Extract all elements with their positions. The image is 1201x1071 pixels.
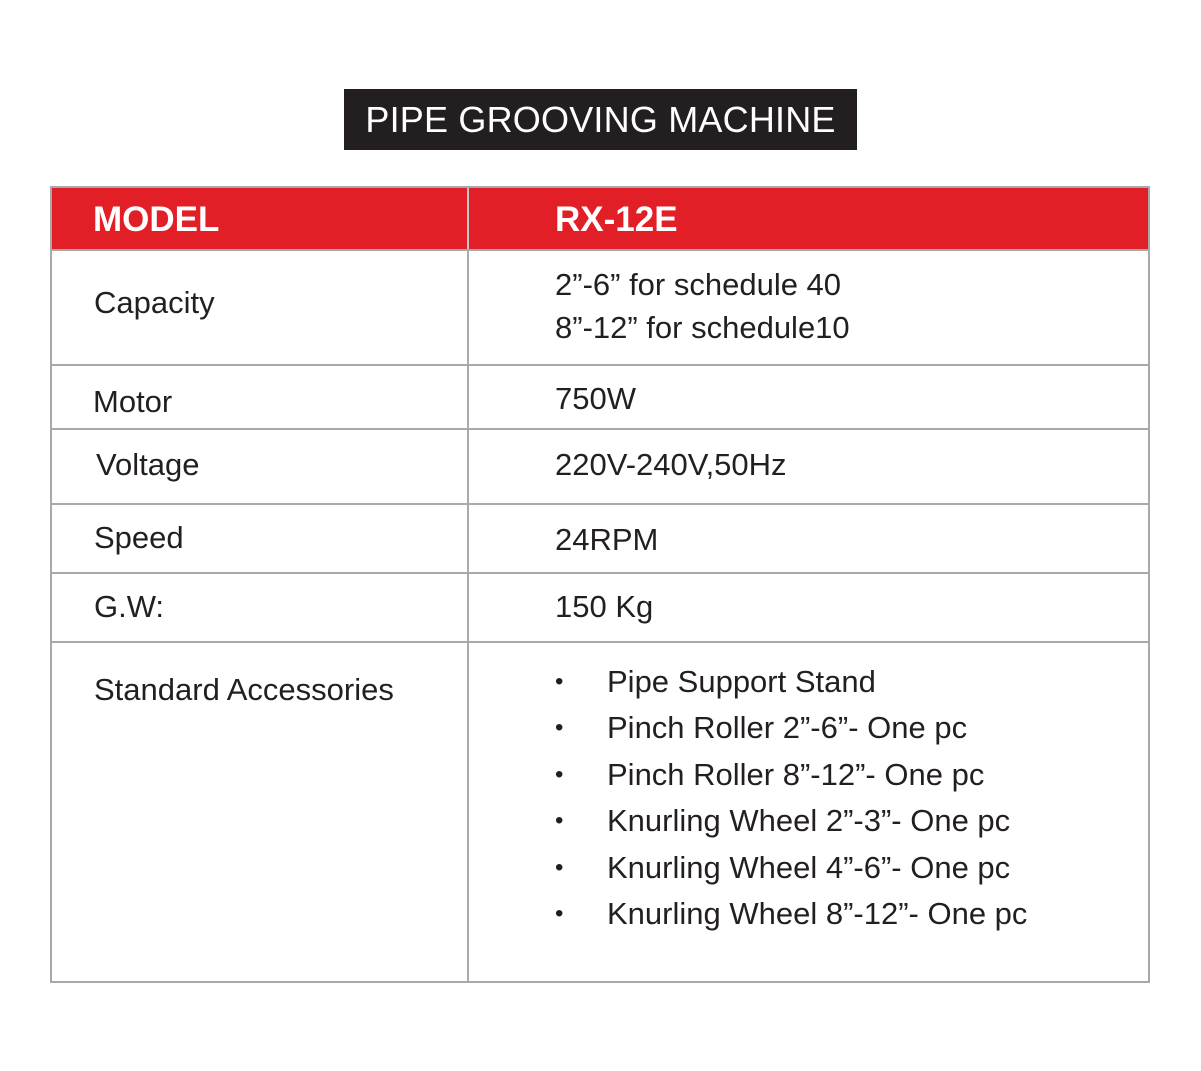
column-divider bbox=[467, 366, 469, 428]
table-row-speed bbox=[52, 505, 1148, 574]
bullet: • bbox=[555, 668, 564, 695]
accessory-text: Pipe Support Stand bbox=[607, 664, 876, 699]
bullet: • bbox=[555, 714, 564, 742]
gw-value: 150 Kg bbox=[555, 589, 654, 624]
capacity-label: Capacity bbox=[94, 285, 215, 320]
accessory-text: Knurling Wheel 4”-6”- One pc bbox=[607, 849, 1011, 885]
column-divider bbox=[467, 643, 469, 981]
accessory-text: Pinch Roller 8”-12”- One pc bbox=[607, 756, 985, 792]
voltage-value: 220V-240V,50Hz bbox=[555, 447, 787, 482]
speed-label: Speed bbox=[94, 520, 184, 555]
page-title: PIPE GROOVING MACHINE bbox=[344, 89, 857, 150]
table-header-row bbox=[52, 188, 1148, 251]
accessory-text: Knurling Wheel 8”-12”- One pc bbox=[607, 895, 1028, 931]
accessory-text: Knurling Wheel 2”-3”- One pc bbox=[607, 803, 1011, 839]
bullet: • bbox=[555, 899, 564, 927]
bullet: • bbox=[555, 807, 564, 835]
column-divider bbox=[467, 430, 469, 503]
table-row-voltage bbox=[52, 430, 1148, 505]
model-header-label: MODEL bbox=[93, 200, 220, 239]
table-row-capacity bbox=[52, 251, 1148, 366]
capacity-value-line-1: 2”-6” for schedule 40 bbox=[555, 267, 842, 302]
column-divider bbox=[467, 505, 469, 572]
speed-value: 24RPM bbox=[555, 522, 659, 557]
capacity-value-line-2: 8”-12” for schedule10 bbox=[555, 310, 850, 345]
voltage-label: Voltage bbox=[96, 447, 200, 482]
column-divider bbox=[467, 251, 469, 364]
accessories-label: Standard Accessories bbox=[94, 672, 394, 707]
accessory-text: Pinch Roller 2”-6”- One pc bbox=[607, 710, 968, 746]
bullet: • bbox=[555, 760, 564, 788]
column-divider bbox=[467, 574, 469, 641]
table-row-accessories bbox=[52, 643, 1148, 981]
column-divider bbox=[467, 188, 469, 249]
gw-label: G.W: bbox=[94, 589, 165, 624]
bullet: • bbox=[555, 853, 564, 881]
motor-value: 750W bbox=[555, 381, 636, 416]
motor-label: Motor bbox=[93, 384, 173, 419]
model-header-value: RX-12E bbox=[555, 200, 678, 239]
spec-table bbox=[50, 186, 1150, 983]
table-row-motor bbox=[52, 366, 1148, 430]
table-row-gw bbox=[52, 574, 1148, 643]
